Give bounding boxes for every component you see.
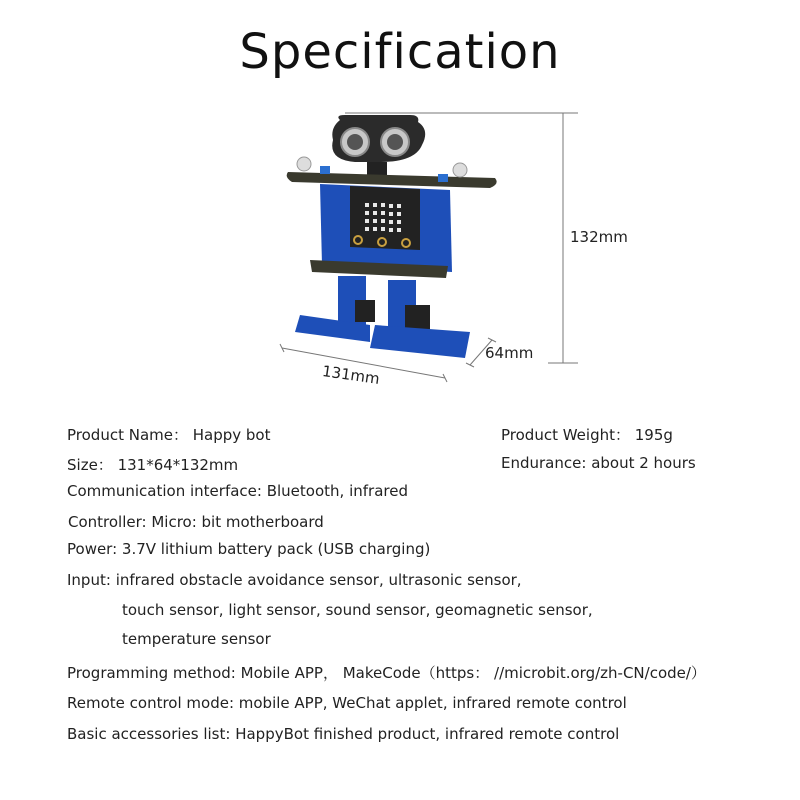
spec-size: Size： 131*64*132mm (67, 456, 239, 474)
robot-illustration (270, 100, 650, 400)
height-dimension-label: 132mm (570, 228, 628, 246)
spec-product-name: Product Name： Happy bot (67, 426, 271, 444)
spec-accessories: Basic accessories list: HappyBot finished product, infrared remote control (67, 725, 620, 743)
product-image (270, 100, 650, 400)
spec-input-line-2: touch sensor, light sensor, sound sensor, geomagnetic sensor, (122, 601, 593, 619)
spec-programming-method: Programming method: Mobile APP， MakeCode（https： //microbit.org/zh-CN/code/） (67, 664, 706, 682)
spec-remote-control: Remote control mode: mobile APP, WeChat applet, infrared remote control (67, 694, 627, 712)
depth-dimension-label: 64mm (485, 344, 534, 362)
spec-input: Input: infrared obstacle avoidance sensor, ultrasonic sensor, (67, 571, 522, 589)
spec-communication: Communication interface: Bluetooth, infrared (67, 482, 408, 500)
width-dimension-label: 131mm (321, 362, 381, 388)
spec-weight: Product Weight： 195g (501, 426, 673, 444)
spec-endurance: Endurance: about 2 hours (501, 454, 696, 472)
spec-input-line-3: temperature sensor (122, 630, 271, 648)
spec-power: Power: 3.7V lithium battery pack (USB charging) (67, 540, 431, 558)
spec-controller: Controller: Micro: bit motherboard (68, 513, 324, 531)
page-title: Specification (239, 24, 561, 80)
